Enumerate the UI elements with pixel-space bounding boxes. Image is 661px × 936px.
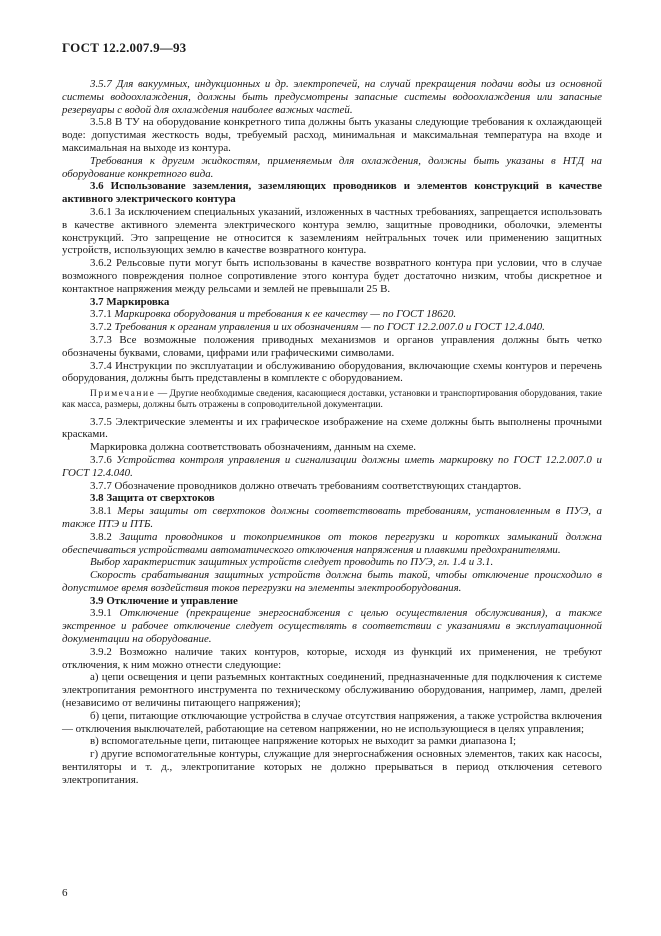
paragraph-text: Меры защиты от сверхтоков должны соответствовать требованиям, установленным в ПУЭ, а также ПТЭ и ПТБ.: [62, 505, 602, 530]
paragraph-number: 3.7.6: [90, 453, 112, 466]
note: [62, 389, 602, 411]
paragraph-number: 3.7.2: [90, 321, 112, 334]
paragraph-3-8-2: [62, 531, 602, 557]
section-heading-3-9: 3.9 Отключение и управление: [90, 594, 238, 607]
paragraph-number: 3.7.1: [90, 308, 112, 321]
paragraph-3-5-8: 3.5.8 В ТУ на оборудование конкретного типа должны быть указаны следующие требования к охлаждающей воде: допустимая жесткость воды, требуемый расход, минимальная и максимальная температура на входе и максимальная на выходе из контура.: [62, 116, 602, 154]
list-item-g: г) другие вспомогательные контуры, служащие для энергоснабжения основных элементов, таких как насосы, вентиляторы и т. д., электропитание которых не должно прерываться в период отключения сетевого электропитания.: [62, 748, 602, 786]
paragraph-3-5-8-continued: Требования к другим жидкостям, применяемым для охлаждения, должны быть указаны в НТД на оборудование конкретного вида.: [62, 154, 602, 180]
paragraph-text: Маркировка оборудования и требования к ее качеству — по ГОСТ 18620.: [114, 308, 457, 321]
list-item-b: б) цепи, питающие отключающие устройства в случае отсутствия напряжения, а также устройства включения — отключения выключателей, работающие на сетевом напряжении, но не использующиеся в целях управления;: [62, 709, 602, 735]
paragraph-text: Защита проводников и токоприемников от токов перегрузки и коротких замыканий должна обеспечиваться устройствами автоматического отключения напряжения и плавкими предохранителями.: [62, 530, 602, 556]
paragraph-number: 3.8.2: [90, 530, 112, 543]
note-label: Примечание: [90, 389, 156, 400]
list-item-v: в) вспомогательные цепи, питающее напряжение которых не выходит за рамки диапазона I;: [90, 735, 517, 748]
paragraph-3-8-1: [62, 505, 602, 531]
page-number: 6: [62, 887, 68, 899]
paragraph-3-9-1: [62, 607, 602, 645]
paragraph-text: Требования к органам управления и их обозначениям — по ГОСТ 12.2.007.0 и ГОСТ 12.4.040.: [114, 321, 545, 334]
document-header: ГОСТ 12.2.007.9—93: [62, 40, 187, 55]
paragraph-3-8-2-speed: Скорость срабатывания защитных устройств должна быть такой, чтобы отключение происходило в допустимое время воздействия токов перегрузки на элементы электрооборудования.: [62, 569, 602, 594]
section-heading-3-8: 3.8 Защита от сверхтоков: [90, 492, 215, 505]
document-body: [62, 78, 602, 787]
paragraph-3-7-6: [62, 454, 602, 480]
paragraph-3-7-7: 3.7.7 Обозначение проводников должно отвечать требованиям соответствующих стандартов.: [90, 479, 522, 492]
paragraph-3-6-2: 3.6.2 Рельсовые пути могут быть использованы в качестве возвратного контура при условии, что в случае возможного повреждения полное сопротивление этого контура будет достаточно низким, чтобы дискретное и контактное напряжения между рельсами и землей не превышали 25 В.: [62, 257, 602, 295]
paragraph-3-7-2: [62, 321, 602, 334]
paragraph-3-7-1: [62, 308, 602, 321]
paragraph-text: Устройства контроля управления и сигнализации должны иметь маркировку по ГОСТ 12.2.007.0 и ГОСТ 12.4.040.: [62, 453, 602, 479]
paragraph-3-7-5: 3.7.5 Электрические элементы и их графическое изображение на схеме должны быть выполнены прочными красками.: [62, 415, 602, 441]
paragraph-text: Отключение (прекращение энергоснабжения с целью осуществления обслуживания), а также экстренное и рабочее отключение следует осуществлять в соответствии с указаниями в эксплуатационной документации на оборудование.: [62, 607, 602, 646]
paragraph-number: 3.9.1: [90, 607, 112, 620]
list-item-a: а) цепи освещения и цепи разъемных контактных соединений, предназначенные для подключения к системе электропитания ремонтного инструмента по техническому обслуживанию оборудования, например, ламп, дрелей (независимо от величины питающего напряжения);: [62, 671, 602, 710]
section-heading-3-6: 3.6 Использование заземления, заземляющих проводников и элементов конструкций в качестве активного электрического контура: [62, 180, 602, 206]
note-text: — Другие необходимые сведения, касающиеся доставки, установки и транспортирования оборудования, такие как масса, размеры, должны быть отражены в сопроводительной документации.: [62, 389, 602, 411]
paragraph-3-6-1: 3.6.1 За исключением специальных указаний, изложенных в частных требованиях, запрещается использовать в качестве активного элемента электрического контура землю, защитные проводники, оболочки, элементы конструкций. Это запрещение не относится к заземлениям нейтральных точек или применению защитных устройств, использующих землю в качестве возвратного контура.: [62, 205, 602, 257]
section-heading-3-7: 3.7 Маркировка: [90, 295, 170, 308]
paragraph-3-7-3: 3.7.3 Все возможные положения приводных механизмов и органов управления должны быть четко обозначены буквами, словами, цифрами или графическими символами.: [62, 333, 602, 359]
paragraph-3-9-2: 3.9.2 Возможно наличие таких контуров, которые, исходя из функций их применения, не требуют отключения, к ним можно отнести следующие:: [62, 645, 602, 671]
paragraph-3-8-2-continued: Выбор характеристик защитных устройств следует проводить по ПУЭ, гл. 1.4 и 3.1.: [90, 556, 494, 569]
paragraph-3-7-4: 3.7.4 Инструкции по эксплуатации и обслуживанию оборудования, включающие схемы контуров и перечень оборудования, должны быть представлены в комплекте с оборудованием.: [62, 359, 602, 385]
paragraph-3-7-5-continued: Маркировка должна соответствовать обозначениям, данным на схеме.: [90, 441, 416, 454]
paragraph-number: 3.8.1: [90, 505, 112, 518]
paragraph-3-5-7: 3.5.7 Для вакуумных, индукционных и др. электропечей, на случай прекращения подачи воды из основной системы водоохлаждения, должны быть предусмотрены запасные системы водоохлаждения или запасные резервуары с водой для охлаждения наиболее важных частей.: [62, 78, 602, 116]
